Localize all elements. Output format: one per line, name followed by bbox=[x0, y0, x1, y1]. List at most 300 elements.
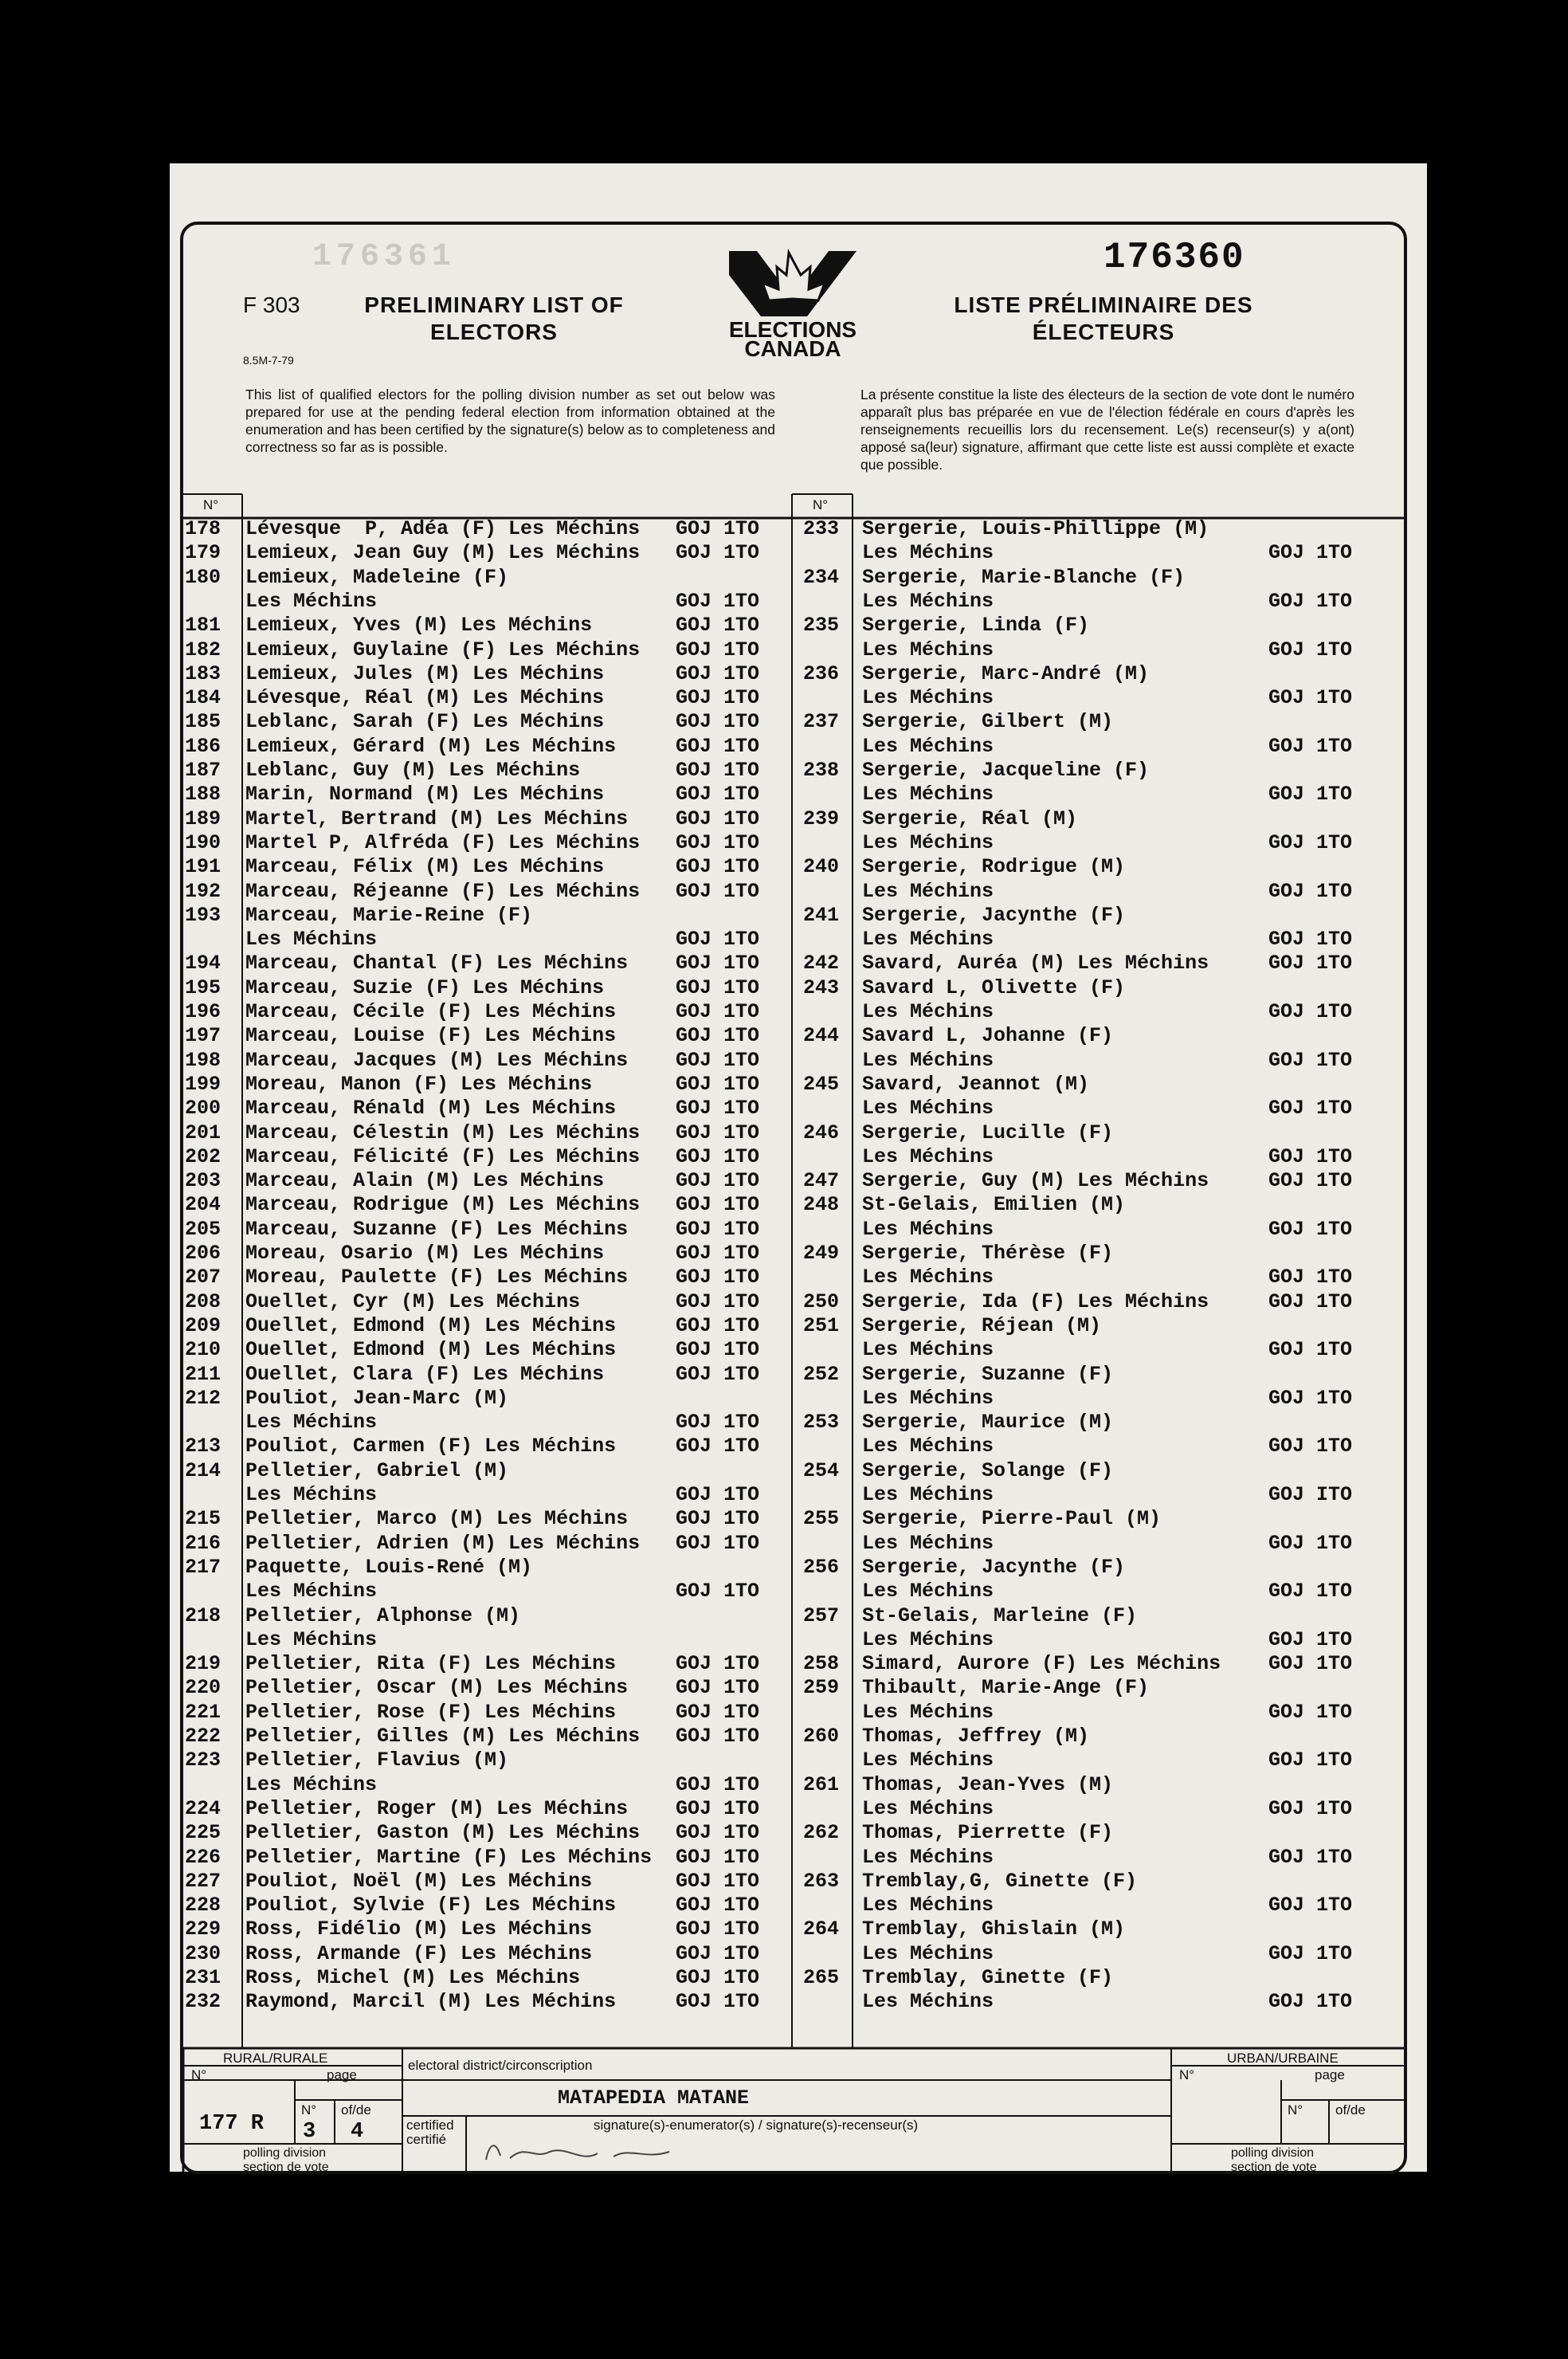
postal-code: GOJ 1TO bbox=[1268, 1941, 1353, 1965]
postal-code: GOJ 1TO bbox=[676, 1121, 760, 1144]
elector-number: 259 bbox=[803, 1676, 840, 1700]
elector-number: 191 bbox=[185, 855, 221, 879]
postal-code: GOJ 1TO bbox=[676, 517, 760, 540]
postal-code: GOJ 1TO bbox=[1268, 879, 1353, 903]
elector-name: Les Méchins bbox=[862, 1048, 994, 1072]
elector-name: Pouliot, Jean-Marc (M) bbox=[245, 1386, 509, 1410]
elector-name: St-Gelais, Marleine (F) bbox=[862, 1603, 1138, 1627]
elector-name: Sergerie, Rodrigue (M) bbox=[862, 855, 1126, 879]
elector-name: Pelletier, Rita (F) Les Méchins bbox=[245, 1652, 617, 1676]
postal-code: GOJ 1TO bbox=[676, 952, 760, 975]
postal-code: GOJ 1TO bbox=[676, 1531, 760, 1555]
elector-name: Pelletier, Roger (M) Les Méchins bbox=[245, 1796, 629, 1820]
title-french: LISTE PRÉLIMINAIRE DES ÉLECTEURS bbox=[954, 292, 1253, 344]
elector-name: Les Méchins bbox=[245, 1483, 378, 1506]
elector-name: Lemieux, Yves (M) Les Méchins bbox=[245, 614, 593, 638]
elector-name: Lemieux, Guylaine (F) Les Méchins bbox=[245, 638, 641, 661]
postal-code: GOJ 1TO bbox=[676, 830, 760, 854]
postal-code: GOJ 1TO bbox=[676, 1894, 760, 1917]
elector-number: 217 bbox=[185, 1555, 221, 1579]
elector-number: 184 bbox=[185, 686, 221, 710]
elector-name: Sergerie, Jacqueline (F) bbox=[862, 759, 1150, 782]
signature-label: signature(s)-enumerator(s) / signature(s)-recenseur(s) bbox=[594, 2118, 919, 2133]
elector-number: 262 bbox=[803, 1821, 840, 1845]
postal-code: GOJ 1TO bbox=[676, 1990, 760, 2014]
postal-code: GOJ 1TO bbox=[676, 1072, 760, 1096]
elector-name: Ross, Armande (F) Les Méchins bbox=[245, 1941, 593, 1965]
elector-number: 258 bbox=[803, 1652, 840, 1676]
elector-name: Lemieux, Madeleine (F) bbox=[245, 565, 509, 589]
elector-name: Pelletier, Martine (F) Les Méchins bbox=[245, 1845, 653, 1869]
elector-number: 195 bbox=[185, 975, 221, 999]
elector-number: 200 bbox=[185, 1097, 221, 1121]
elector-name: Marceau, Félicité (F) Les Méchins bbox=[245, 1144, 641, 1168]
elector-number: 205 bbox=[185, 1217, 221, 1241]
postal-code: GOJ 1TO bbox=[1268, 928, 1353, 952]
revision-code: 8.5M-7-79 bbox=[243, 354, 294, 367]
faded-serial-number: 176361 bbox=[312, 239, 457, 275]
elector-name: Ouellet, Clara (F) Les Méchins bbox=[245, 1362, 605, 1386]
elector-number: 240 bbox=[803, 855, 840, 879]
elector-name: Ouellet, Cyr (M) Les Méchins bbox=[245, 1289, 581, 1313]
elector-name: Marceau, Réjeanne (F) Les Méchins bbox=[245, 879, 641, 903]
rural-page-no-label: N° bbox=[301, 2102, 317, 2118]
elector-name: Les Méchins bbox=[862, 1627, 994, 1651]
elector-name: St-Gelais, Emilien (M) bbox=[862, 1193, 1126, 1217]
elector-name: Sergerie, Jacynthe (F) bbox=[862, 1555, 1126, 1579]
elector-number: 203 bbox=[185, 1169, 221, 1193]
postal-code: GOJ 1TO bbox=[1268, 1386, 1353, 1410]
elector-name: Ross, Michel (M) Les Méchins bbox=[245, 1966, 581, 1989]
postal-code: GOJ 1TO bbox=[1268, 1217, 1353, 1241]
postal-code: GOJ 1TO bbox=[676, 1507, 760, 1531]
elector-name: Les Méchins bbox=[245, 1411, 378, 1435]
elector-name: Les Méchins bbox=[862, 1435, 994, 1458]
elector-number: 233 bbox=[803, 517, 840, 540]
elector-name: Les Méchins bbox=[245, 928, 378, 952]
col-header-no-left: N° bbox=[203, 497, 219, 512]
elector-name: Marceau, Suzanne (F) Les Méchins bbox=[245, 1217, 629, 1241]
elector-number: 178 bbox=[185, 517, 221, 540]
elector-name: Les Méchins bbox=[862, 783, 994, 807]
elector-name: Marceau, Rénald (M) Les Méchins bbox=[245, 1097, 617, 1121]
elector-name: Sergerie, Marie-Blanche (F) bbox=[862, 565, 1186, 589]
urban-no-label: N° bbox=[1179, 2067, 1195, 2082]
elector-name: Les Méchins bbox=[862, 1144, 994, 1168]
postal-code: GOJ 1TO bbox=[676, 1024, 760, 1048]
elector-name: Tremblay, Ghislain (M) bbox=[862, 1917, 1126, 1941]
elector-name: Sergerie, Guy (M) Les Méchins bbox=[862, 1169, 1209, 1193]
postal-code: GOJ 1TO bbox=[1268, 952, 1353, 975]
elector-name: Sergerie, Solange (F) bbox=[862, 1458, 1114, 1482]
elector-name: Les Méchins bbox=[862, 589, 994, 613]
urban-page-no-label: N° bbox=[1288, 2102, 1303, 2118]
elector-number: 225 bbox=[185, 1821, 221, 1845]
elector-name: Pelletier, Oscar (M) Les Méchins bbox=[245, 1676, 629, 1700]
elector-name: Sergerie, Réjean (M) bbox=[862, 1313, 1102, 1337]
postal-code: GOJ 1TO bbox=[676, 1700, 760, 1724]
elector-name: Moreau, Manon (F) Les Méchins bbox=[245, 1072, 593, 1096]
elector-number: 222 bbox=[185, 1725, 221, 1748]
postal-code: GOJ 1TO bbox=[676, 1483, 760, 1506]
elector-name: Sergerie, Jacynthe (F) bbox=[862, 903, 1126, 927]
urban-section-vote-label: section de vote bbox=[1231, 2161, 1317, 2174]
elector-name: Les Méchins bbox=[862, 541, 994, 565]
postal-code: GOJ 1TO bbox=[676, 1266, 760, 1289]
elector-number: 232 bbox=[185, 1990, 221, 2014]
elector-number: 250 bbox=[803, 1289, 840, 1313]
elector-name: Les Méchins bbox=[862, 638, 994, 661]
elector-name: Marceau, Suzie (F) Les Méchins bbox=[245, 975, 605, 999]
postal-code: GOJ 1TO bbox=[676, 783, 760, 807]
elector-number: 237 bbox=[803, 710, 840, 734]
elector-name: Thomas, Jeffrey (M) bbox=[862, 1725, 1090, 1748]
elector-name: Les Méchins bbox=[862, 734, 994, 758]
elector-name: Marin, Normand (M) Les Méchins bbox=[245, 783, 605, 807]
postal-code: GOJ 1TO bbox=[676, 1217, 760, 1241]
postal-code: GOJ 1TO bbox=[676, 1966, 760, 1989]
elector-number: 182 bbox=[185, 638, 221, 661]
elector-number: 183 bbox=[185, 661, 221, 685]
logo-text-elections: ELECTIONS bbox=[728, 317, 857, 342]
postal-code: GOJ 1TO bbox=[676, 1941, 760, 1965]
postal-code: GOJ 1TO bbox=[676, 1242, 760, 1265]
postal-code: GOJ 1TO bbox=[676, 638, 760, 661]
elector-number: 180 bbox=[185, 565, 221, 589]
elector-number: 204 bbox=[185, 1193, 221, 1217]
postal-code: GOJ 1TO bbox=[1268, 1531, 1353, 1555]
elector-name: Moreau, Osario (M) Les Méchins bbox=[245, 1242, 605, 1265]
postal-code: GOJ 1TO bbox=[1268, 1169, 1353, 1193]
elector-name: Savard, Auréa (M) Les Méchins bbox=[862, 952, 1209, 975]
elector-name: Sergerie, Gilbert (M) bbox=[862, 710, 1114, 734]
elector-name: Pelletier, Gaston (M) Les Méchins bbox=[245, 1821, 641, 1845]
elector-number: 199 bbox=[185, 1072, 221, 1096]
elector-number: 209 bbox=[185, 1313, 221, 1337]
elector-number: 201 bbox=[185, 1121, 221, 1144]
elector-name: Marceau, Marie-Reine (F) bbox=[245, 903, 533, 927]
elector-number: 251 bbox=[803, 1313, 840, 1337]
elector-number: 218 bbox=[185, 1603, 221, 1627]
elector-name: Les Méchins bbox=[862, 1990, 994, 2014]
elector-number: 263 bbox=[803, 1869, 840, 1893]
elector-name: Pelletier, Adrien (M) Les Méchins bbox=[245, 1531, 641, 1555]
enumerator-signature bbox=[478, 2136, 685, 2172]
postal-code: GOJ 1TO bbox=[676, 807, 760, 830]
certified-label: certified bbox=[406, 2118, 454, 2133]
postal-code: GOJ 1TO bbox=[1268, 1700, 1353, 1724]
elector-name: Sergerie, Linda (F) bbox=[862, 614, 1090, 638]
postal-code: GOJ 1TO bbox=[1268, 1580, 1353, 1603]
elector-name: Pelletier, Gilles (M) Les Méchins bbox=[245, 1725, 641, 1748]
postal-code: GOJ 1TO bbox=[1268, 1144, 1353, 1168]
postal-code: GOJ 1TO bbox=[676, 1580, 760, 1603]
postal-code: GOJ 1TO bbox=[676, 589, 760, 613]
elector-name: Lemieux, Jean Guy (M) Les Méchins bbox=[245, 541, 641, 565]
elector-name: Marceau, Célestin (M) Les Méchins bbox=[245, 1121, 641, 1144]
elector-name: Simard, Aurore (F) Les Méchins bbox=[862, 1652, 1221, 1676]
postal-code: GOJ 1TO bbox=[676, 1725, 760, 1748]
postal-code: GOJ 1TO bbox=[676, 975, 760, 999]
elector-number: 247 bbox=[803, 1169, 840, 1193]
elector-number: 243 bbox=[803, 975, 840, 999]
elector-number: 198 bbox=[185, 1048, 221, 1072]
elector-number: 254 bbox=[803, 1458, 840, 1482]
elector-name: Savard, Jeannot (M) bbox=[862, 1072, 1090, 1096]
elector-number: 220 bbox=[185, 1676, 221, 1700]
postal-code: GOJ 1TO bbox=[1268, 1749, 1353, 1772]
elector-name: Les Méchins bbox=[862, 1338, 994, 1362]
postal-code: GOJ 1TO bbox=[1268, 589, 1353, 613]
rural-label: RURAL/RURALE bbox=[223, 2051, 328, 2066]
elector-number: 260 bbox=[803, 1725, 840, 1748]
urban-polling-division-label: polling division bbox=[1231, 2146, 1315, 2160]
elector-number: 194 bbox=[185, 952, 221, 975]
rural-page-label: page bbox=[327, 2067, 357, 2082]
elector-number: 264 bbox=[803, 1917, 840, 1941]
elector-name: Thomas, Pierrette (F) bbox=[862, 1821, 1114, 1845]
postal-code: GOJ 1TO bbox=[676, 686, 760, 710]
elector-name: Leblanc, Sarah (F) Les Méchins bbox=[245, 710, 605, 734]
elector-name: Paquette, Louis-René (M) bbox=[245, 1555, 533, 1579]
elector-number: 215 bbox=[185, 1507, 221, 1531]
elector-name: Pouliot, Noël (M) Les Méchins bbox=[245, 1869, 593, 1893]
postal-code: GOJ 1TO bbox=[676, 855, 760, 879]
elector-number: 252 bbox=[803, 1362, 840, 1386]
postal-code: GOJ 1TO bbox=[676, 1435, 760, 1458]
elector-number: 211 bbox=[185, 1362, 221, 1386]
elector-name: Les Méchins bbox=[862, 928, 994, 952]
elector-number: 189 bbox=[185, 807, 221, 830]
elector-name: Savard L, Johanne (F) bbox=[862, 1024, 1114, 1048]
elector-number: 186 bbox=[185, 734, 221, 758]
elector-name: Ouellet, Edmond (M) Les Méchins bbox=[245, 1313, 617, 1337]
elector-number: 179 bbox=[185, 541, 221, 565]
elector-name: Les Méchins bbox=[862, 1097, 994, 1121]
elector-name: Les Méchins bbox=[862, 1386, 994, 1410]
elector-number: 192 bbox=[185, 879, 221, 903]
elector-number: 219 bbox=[185, 1652, 221, 1676]
elector-number: 213 bbox=[185, 1435, 221, 1458]
elector-name: Savard L, Olivette (F) bbox=[862, 975, 1126, 999]
postal-code: GOJ 1TO bbox=[1268, 1097, 1353, 1121]
elector-name: Marceau, Jacques (M) Les Méchins bbox=[245, 1048, 629, 1072]
elector-number: 226 bbox=[185, 1845, 221, 1869]
elector-name: Ross, Fidélio (M) Les Méchins bbox=[245, 1917, 593, 1941]
serial-number: 176360 bbox=[1103, 237, 1245, 278]
elector-number: 238 bbox=[803, 759, 840, 782]
elector-name: Les Méchins bbox=[862, 1796, 994, 1820]
postal-code: GOJ 1TO bbox=[1268, 541, 1353, 565]
postal-code: GOJ 1TO bbox=[1268, 1289, 1353, 1313]
elector-name: Tremblay,G, Ginette (F) bbox=[862, 1869, 1138, 1893]
elector-number: 253 bbox=[803, 1411, 840, 1435]
postal-code: GOJ 1TO bbox=[1268, 734, 1353, 758]
elector-number: 193 bbox=[185, 903, 221, 927]
elector-name: Pouliot, Carmen (F) Les Méchins bbox=[245, 1435, 617, 1458]
postal-code: GOJ 1TO bbox=[1268, 1338, 1353, 1362]
elector-name: Marceau, Chantal (F) Les Méchins bbox=[245, 952, 629, 975]
elector-name: Tremblay, Ginette (F) bbox=[862, 1966, 1114, 1989]
elector-number: 229 bbox=[185, 1917, 221, 1941]
elector-name: Les Méchins bbox=[862, 1531, 994, 1555]
postal-code: GOJ 1TO bbox=[676, 1000, 760, 1023]
elector-name: Sergerie, Thérèse (F) bbox=[862, 1242, 1114, 1265]
elector-name: Les Méchins bbox=[862, 686, 994, 710]
elector-name: Moreau, Paulette (F) Les Méchins bbox=[245, 1266, 629, 1289]
elector-name: Les Méchins bbox=[862, 1483, 994, 1506]
elector-number: 216 bbox=[185, 1531, 221, 1555]
postal-code: GOJ 1TO bbox=[676, 614, 760, 638]
polling-division-value: 177 R bbox=[199, 2112, 265, 2136]
elector-number: 265 bbox=[803, 1966, 840, 1989]
elector-number: 224 bbox=[185, 1796, 221, 1820]
postal-code: GOJ 1TO bbox=[676, 879, 760, 903]
postal-code: GOJ 1TO bbox=[676, 928, 760, 952]
postal-code: GOJ 1TO bbox=[676, 1144, 760, 1168]
postal-code: GOJ 1TO bbox=[676, 541, 760, 565]
elector-name: Les Méchins bbox=[862, 1749, 994, 1772]
elector-name: Les Méchins bbox=[245, 1580, 378, 1603]
electoral-district-value: MATAPEDIA MATANE bbox=[558, 2086, 750, 2110]
elector-name: Les Méchins bbox=[862, 1845, 994, 1869]
elector-name: Marceau, Louise (F) Les Méchins bbox=[245, 1024, 617, 1048]
elector-number: 187 bbox=[185, 759, 221, 782]
elector-name: Les Méchins bbox=[245, 589, 378, 613]
elector-name: Les Méchins bbox=[862, 1000, 994, 1023]
urban-label: URBAN/URBAINE bbox=[1227, 2051, 1339, 2066]
elector-name: Lemieux, Gérard (M) Les Méchins bbox=[245, 734, 617, 758]
postal-code: GOJ 1TO bbox=[676, 1362, 760, 1386]
postal-code: GOJ 1TO bbox=[676, 1917, 760, 1941]
title-english: PRELIMINARY LIST OF ELECTORS bbox=[364, 292, 624, 344]
elector-name: Les Méchins bbox=[245, 1772, 378, 1796]
postal-code: GOJ 1TO bbox=[676, 1411, 760, 1435]
elector-name: Les Méchins bbox=[862, 1941, 994, 1965]
elector-name: Les Méchins bbox=[862, 1266, 994, 1289]
of-value: 4 bbox=[351, 2120, 364, 2144]
postal-code: GOJ 1TO bbox=[676, 1048, 760, 1072]
elector-number: 249 bbox=[803, 1242, 840, 1265]
page-value: 3 bbox=[303, 2120, 316, 2144]
postal-code: GOJ 1TO bbox=[1268, 1627, 1353, 1651]
postal-code: GOJ 1TO bbox=[676, 1169, 760, 1193]
elector-name: Pelletier, Gabriel (M) bbox=[245, 1458, 509, 1482]
elector-number: 214 bbox=[185, 1458, 221, 1482]
elector-name: Les Méchins bbox=[862, 879, 994, 903]
postal-code: GOJ 1TO bbox=[1268, 1894, 1353, 1917]
elector-number: 236 bbox=[803, 661, 840, 685]
postal-code: GOJ 1TO bbox=[1268, 783, 1353, 807]
urban-page-label: page bbox=[1315, 2067, 1345, 2082]
logo-text-canada: CANADA bbox=[744, 336, 841, 361]
elector-number: 257 bbox=[803, 1603, 840, 1627]
elector-name: Les Méchins bbox=[245, 1627, 378, 1651]
certifie-label: certifié bbox=[406, 2132, 447, 2147]
elector-number: 207 bbox=[185, 1266, 221, 1289]
elector-name: Lemieux, Jules (M) Les Méchins bbox=[245, 661, 605, 685]
elector-name: Les Méchins bbox=[862, 1580, 994, 1603]
elector-number: 210 bbox=[185, 1338, 221, 1362]
elector-name: Sergerie, Marc-André (M) bbox=[862, 661, 1150, 685]
elector-number: 202 bbox=[185, 1144, 221, 1168]
postal-code: GOJ 1TO bbox=[1268, 1048, 1353, 1072]
postal-code: GOJ 1TO bbox=[676, 1821, 760, 1845]
intro-text-english: This list of qualified electors for the polling division number as set out below was prepared for use at the pending federal election from information obtained at the enumeration and has been certified by the signature(s) below as to completeness and correctness so far as is possible. bbox=[245, 387, 775, 455]
elector-number: 188 bbox=[185, 783, 221, 807]
postal-code: GOJ 1TO bbox=[676, 1796, 760, 1820]
elector-name: Pouliot, Sylvie (F) Les Méchins bbox=[245, 1894, 617, 1917]
urban-of-label: of/de bbox=[1335, 2102, 1366, 2118]
elector-name: Marceau, Félix (M) Les Méchins bbox=[245, 855, 605, 879]
elector-number: 230 bbox=[185, 1941, 221, 1965]
postal-code: GOJ 1TO bbox=[676, 1772, 760, 1796]
elector-number: 239 bbox=[803, 807, 840, 830]
elector-number: 242 bbox=[803, 952, 840, 975]
postal-code: GOJ 1TO bbox=[1268, 1796, 1353, 1820]
elector-name: Sergerie, Louis-Phillippe (M) bbox=[862, 517, 1209, 540]
elector-number: 190 bbox=[185, 830, 221, 854]
postal-code: GOJ 1TO bbox=[1268, 1266, 1353, 1289]
elector-name: Sergerie, Suzanne (F) bbox=[862, 1362, 1114, 1386]
elector-name: Pelletier, Flavius (M) bbox=[245, 1749, 509, 1772]
elector-number: 206 bbox=[185, 1242, 221, 1265]
rural-no-label: N° bbox=[191, 2067, 207, 2082]
form-number: F 303 bbox=[243, 292, 300, 317]
elector-number: 212 bbox=[185, 1386, 221, 1410]
postal-code: GOJ 1TO bbox=[1268, 1845, 1353, 1869]
elector-number: 244 bbox=[803, 1024, 840, 1048]
elector-number: 256 bbox=[803, 1555, 840, 1579]
elector-name: Les Méchins bbox=[862, 830, 994, 854]
postal-code: GOJ 1TO bbox=[1268, 638, 1353, 661]
elector-number: 181 bbox=[185, 614, 221, 638]
postal-code: GOJ 1TO bbox=[1268, 1435, 1353, 1458]
elector-name: Martel P, Alfréda (F) Les Méchins bbox=[245, 830, 641, 854]
elector-name: Ouellet, Edmond (M) Les Méchins bbox=[245, 1338, 617, 1362]
postal-code: GOJ 1TO bbox=[676, 1338, 760, 1362]
elector-name: Thomas, Jean-Yves (M) bbox=[862, 1772, 1114, 1796]
elector-name: Pelletier, Marco (M) Les Méchins bbox=[245, 1507, 629, 1531]
postal-code: GOJ ITO bbox=[1268, 1483, 1353, 1506]
postal-code: GOJ 1TO bbox=[676, 1313, 760, 1337]
elector-name: Sergerie, Pierre-Paul (M) bbox=[862, 1507, 1162, 1531]
elector-name: Lévesque, Réal (M) Les Méchins bbox=[245, 686, 605, 710]
postal-code: GOJ 1TO bbox=[676, 1676, 760, 1700]
elector-name: Martel, Bertrand (M) Les Méchins bbox=[245, 807, 629, 830]
elector-number: 197 bbox=[185, 1024, 221, 1048]
postal-code: GOJ 1TO bbox=[676, 1869, 760, 1893]
postal-code: GOJ 1TO bbox=[676, 710, 760, 734]
elector-number: 221 bbox=[185, 1700, 221, 1724]
postal-code: GOJ 1TO bbox=[676, 1097, 760, 1121]
elector-number: 227 bbox=[185, 1869, 221, 1893]
elector-name: Sergerie, Réal (M) bbox=[862, 807, 1078, 830]
electoral-district-label: electoral district/circonscription bbox=[408, 2058, 593, 2073]
elector-number: 246 bbox=[803, 1121, 840, 1144]
postal-code: GOJ 1TO bbox=[676, 1289, 760, 1313]
elector-name: Sergerie, Ida (F) Les Méchins bbox=[862, 1289, 1209, 1313]
postal-code: GOJ 1TO bbox=[1268, 686, 1353, 710]
col-header-no-right: N° bbox=[813, 497, 829, 512]
postal-code: GOJ 1TO bbox=[676, 661, 760, 685]
postal-code: GOJ 1TO bbox=[676, 759, 760, 782]
elector-name: Lévesque P, Adéa (F) Les Méchins bbox=[245, 517, 641, 540]
elector-name: Sergerie, Lucille (F) bbox=[862, 1121, 1114, 1144]
elector-number: 208 bbox=[185, 1289, 221, 1313]
elector-name: Les Méchins bbox=[862, 1700, 994, 1724]
elector-number: 245 bbox=[803, 1072, 840, 1096]
